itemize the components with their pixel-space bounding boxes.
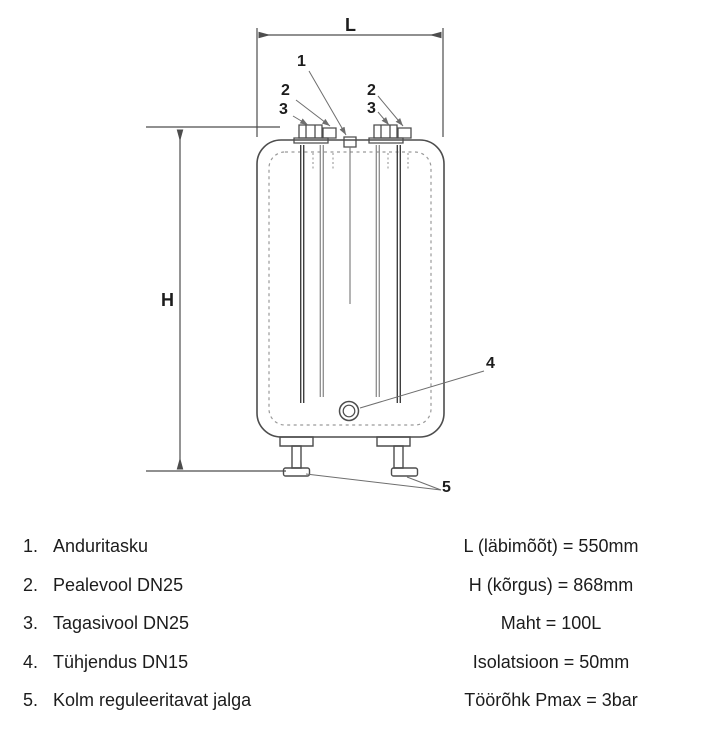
legend-item-number: 3. bbox=[23, 613, 39, 633]
legend-item-number: 2. bbox=[23, 575, 39, 595]
spec-diameter: L (läbimõõt) = 550mm bbox=[463, 536, 639, 556]
leader-3-left bbox=[293, 116, 308, 125]
legend-item-5 bbox=[23, 690, 251, 711]
stud-marks-dashed bbox=[313, 153, 408, 169]
spec-insulation: Isolatsioon = 50mm bbox=[472, 652, 630, 672]
leader-2-right bbox=[378, 96, 403, 126]
legend-item-label: Anduritasku bbox=[53, 536, 149, 556]
legend-item-label: Kolm reguleeritavat jalga bbox=[53, 690, 252, 710]
callout-2-right-supply: 2 bbox=[367, 82, 376, 99]
legend-item-number: 1. bbox=[23, 536, 39, 556]
supply-nipple-left bbox=[323, 128, 336, 138]
legend-item-1 bbox=[23, 536, 148, 557]
legend-item-label: Pealevool DN25 bbox=[53, 575, 184, 595]
callout-2-left-supply: 2 bbox=[281, 82, 290, 99]
leader-2-left bbox=[296, 100, 330, 126]
supply-nipple-right bbox=[398, 128, 411, 138]
leader-4 bbox=[360, 371, 484, 408]
dim-label-L: L bbox=[345, 15, 356, 35]
legend-item-label: Tühjendus DN15 bbox=[53, 652, 189, 672]
callout-3-right-return: 3 bbox=[367, 100, 376, 117]
leader-3-right bbox=[378, 112, 389, 125]
legend-item-number: 5. bbox=[23, 690, 39, 710]
callout-5-feet: 5 bbox=[442, 479, 451, 496]
legend-item-label: Tagasivool DN25 bbox=[53, 613, 190, 633]
legend-item-4 bbox=[23, 652, 188, 673]
legend-item-3 bbox=[23, 613, 189, 634]
callout-4-drain: 4 bbox=[486, 355, 495, 372]
sensor-pocket-fitting bbox=[344, 137, 356, 147]
foot-left bbox=[280, 437, 313, 476]
legend-item-number: 4. bbox=[23, 652, 39, 672]
callout-1-sensor-pocket: 1 bbox=[297, 53, 306, 70]
foot-right bbox=[377, 437, 418, 476]
dim-label-H: H bbox=[161, 290, 174, 310]
return-cap-right bbox=[374, 125, 397, 138]
spec-pressure: Töörõhk Pmax = 3bar bbox=[464, 690, 638, 710]
spec-volume: Maht = 100L bbox=[500, 613, 602, 633]
callout-3-left-return: 3 bbox=[279, 101, 288, 118]
legend-item-2 bbox=[23, 575, 183, 596]
return-cap-left bbox=[299, 125, 322, 138]
spec-height: H (kõrgus) = 868mm bbox=[468, 575, 634, 595]
drain-port bbox=[340, 402, 359, 421]
